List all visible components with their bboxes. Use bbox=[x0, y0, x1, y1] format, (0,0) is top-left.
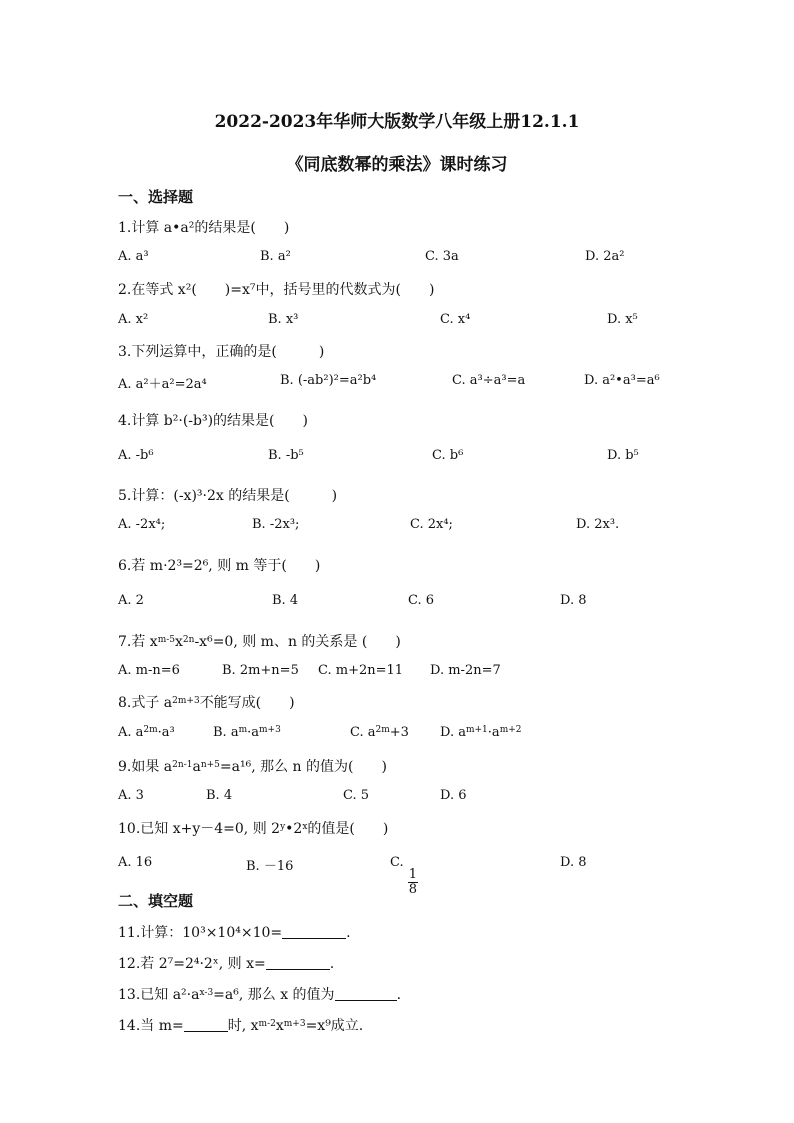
q1-option-b: B. a² bbox=[260, 249, 291, 264]
exponent: m+1 bbox=[465, 724, 488, 735]
exponent: m+3 bbox=[259, 724, 281, 735]
q7-option-a: A. m-n=6 bbox=[118, 663, 180, 678]
q10-option-a: A. 16 bbox=[118, 855, 153, 870]
question-9: 9.如果 $a^{2n-1}a^{n+5}=a^{16}$, 那么 n 的值为( ) bbox=[118, 759, 387, 775]
q7-option-d: D. m-2n=7 bbox=[430, 663, 501, 678]
q13-end: . bbox=[396, 987, 402, 1003]
q11-end: . bbox=[346, 925, 351, 941]
question-7: 7.若 $x^{m-5}x^{2n}-x^6=0$, 则 m、n 的关系是 ( ) bbox=[118, 634, 401, 650]
question-13 bbox=[118, 984, 401, 1004]
q10-option-c-label: C. bbox=[390, 855, 408, 870]
question-2: 2.在等式 x²( )=x⁷中，括号里的代数式为( ) bbox=[118, 282, 435, 298]
q4-option-b: B. -b⁵ bbox=[268, 448, 304, 463]
q5-option-c: C. 2x⁴; bbox=[410, 517, 453, 532]
exponent: m+2 bbox=[499, 724, 522, 735]
q2-option-c: C. x⁴ bbox=[440, 312, 471, 327]
q6-option-d: D. 8 bbox=[560, 593, 587, 608]
q4-option-a: A. -b⁶ bbox=[118, 448, 154, 463]
q5-option-b: B. -2x³; bbox=[252, 517, 300, 532]
q2-option-a: A. x² bbox=[118, 312, 149, 327]
q9-option-d: D. 6 bbox=[440, 788, 467, 803]
q13-stem: 13.已知 $a^2\cdot a^{x-3}=a^6$, 那么 x 的值为 bbox=[118, 987, 335, 1003]
exponent: n+5 bbox=[200, 759, 220, 770]
q12-end: . bbox=[329, 956, 335, 972]
q4-option-c: C. b⁶ bbox=[432, 448, 464, 463]
exponent: m-2 bbox=[258, 1018, 276, 1029]
q1-option-a: A. a³ bbox=[118, 249, 149, 264]
q9-option-a: A. 3 bbox=[118, 788, 144, 803]
q7-option-b: B. 2m+n=5 bbox=[222, 663, 299, 678]
fraction-numerator: 1 bbox=[408, 867, 418, 882]
q12-stem: 12.若 2⁷=2⁴·2ˣ, 则 x= bbox=[118, 956, 266, 972]
q6-option-a: A. 2 bbox=[118, 593, 144, 608]
q14-answer-blank[interactable] bbox=[184, 1017, 228, 1032]
q8-option-c: C. $a^{2m}+3$ bbox=[350, 724, 409, 740]
exponent: 2m+3 bbox=[172, 695, 200, 706]
q11-answer-blank[interactable] bbox=[282, 924, 346, 939]
q10-option-b: B. －16 bbox=[246, 859, 294, 874]
q8-option-b: B. $a^m\cdot a^{m+3}$ bbox=[213, 724, 281, 740]
exponent: y bbox=[280, 821, 286, 832]
exponent: 2m bbox=[143, 724, 158, 735]
q6-option-c: C. 6 bbox=[408, 593, 435, 608]
q5-option-d: D. 2x³. bbox=[576, 517, 620, 532]
section-fill-heading: 二、填空题 bbox=[118, 892, 194, 910]
exponent: x-3 bbox=[199, 987, 214, 998]
question-4: 4.计算 b²·(-b³)的结果是( ) bbox=[118, 413, 308, 429]
q5-option-a: A. -2x⁴; bbox=[118, 517, 166, 532]
q14-stem-end: 时, $x^{m-2}x^{m+3}=x^9$成立. bbox=[227, 1018, 364, 1034]
exponent: x bbox=[302, 821, 308, 832]
q3-option-c: C. a³÷a³=a bbox=[452, 373, 526, 388]
exponent: m-5 bbox=[157, 634, 176, 645]
q7-option-c: C. m+2n=11 bbox=[318, 663, 404, 678]
q1-option-d: D. 2a² bbox=[585, 249, 625, 264]
exponent: 2n-1 bbox=[172, 759, 193, 770]
q14-stem-start: 14.当 m= bbox=[118, 1018, 184, 1034]
question-1: 1.计算 a•a²的结果是( ) bbox=[118, 220, 290, 236]
q3-option-b: B. (-ab²)²=a²b⁴ bbox=[280, 373, 377, 388]
exponent: 2n bbox=[182, 634, 195, 645]
question-12 bbox=[118, 953, 334, 973]
q3-option-d: D. a²•a³=a⁶ bbox=[584, 373, 660, 388]
q9-option-c: C. 5 bbox=[343, 788, 370, 803]
page-title: 2022-2023年华师大版数学八年级上册12.1.1 bbox=[214, 112, 580, 132]
question-14 bbox=[118, 1015, 363, 1035]
q3-option-a: A. a²＋a²=2a⁴ bbox=[118, 377, 207, 392]
q10-option-c bbox=[390, 855, 418, 897]
q9-option-b: B. 4 bbox=[206, 788, 233, 803]
q2-option-d: D. x⁵ bbox=[607, 312, 638, 327]
question-3: 3.下列运算中，正确的是( ) bbox=[118, 344, 325, 360]
question-5: 5.计算：(-x)³·2x 的结果是( ) bbox=[118, 488, 338, 504]
q10-option-d: D. 8 bbox=[560, 855, 587, 870]
q11-stem: 11.计算：10³×10⁴×10= bbox=[118, 925, 283, 941]
fraction-one-eighth bbox=[408, 868, 418, 897]
fraction-denominator: 8 bbox=[408, 882, 418, 897]
q1-option-c: C. 3a bbox=[425, 249, 459, 264]
exponent: m+3 bbox=[283, 1018, 306, 1029]
q4-option-d: D. b⁵ bbox=[607, 448, 639, 463]
q13-answer-blank[interactable] bbox=[335, 986, 397, 1001]
exponent: 2m bbox=[375, 724, 390, 735]
question-11 bbox=[118, 922, 351, 942]
q2-option-b: B. x³ bbox=[268, 312, 299, 327]
section-choice-heading: 一、选择题 bbox=[118, 188, 194, 206]
question-6: 6.若 m·2³=2⁶, 则 m 等于( ) bbox=[118, 558, 321, 574]
exponent: m bbox=[238, 724, 248, 735]
question-10: 10.已知 x+y－4=0, 则 2$^y$•2$^x$的值是( ) bbox=[118, 821, 389, 837]
q6-option-b: B. 4 bbox=[272, 593, 299, 608]
q8-option-a: A. $a^{2m}\cdot a^3$ bbox=[118, 724, 175, 740]
page-subtitle: 《同底数幂的乘法》课时练习 bbox=[286, 155, 508, 175]
q12-answer-blank[interactable] bbox=[266, 955, 330, 970]
question-8: 8.式子 $a^{2m+3}$不能写成( ) bbox=[118, 695, 295, 711]
q8-option-d: D. $a^{m+1}\cdot a^{m+2}$ bbox=[440, 724, 522, 740]
